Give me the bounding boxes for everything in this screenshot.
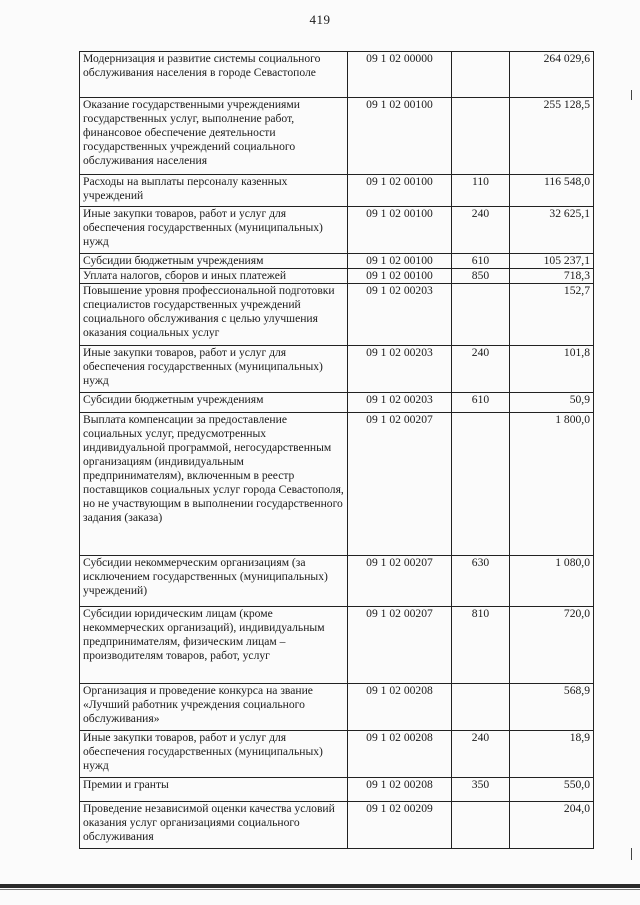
row-name: Субсидии некоммерческим организациям (за исключением государственных (муниципальных) учреждений) xyxy=(80,556,348,607)
scan-edge-line xyxy=(0,884,640,888)
row-code: 09 1 02 00100 xyxy=(348,207,452,254)
row-sum: 32 625,1 xyxy=(510,207,594,254)
row-expense-type: 810 xyxy=(452,607,510,684)
table-row xyxy=(80,207,594,254)
page-number: 419 xyxy=(309,12,331,27)
row-code: 09 1 02 00208 xyxy=(348,684,452,731)
row-sum: 50,9 xyxy=(510,393,594,413)
row-name: Иные закупки товаров, работ и услуг для обеспечения государственных (муниципальных) нужд xyxy=(80,207,348,254)
row-code: 09 1 02 00203 xyxy=(348,346,452,393)
row-expense-type: 240 xyxy=(452,731,510,778)
table-row xyxy=(80,684,594,731)
row-name: Иные закупки товаров, работ и услуг для обеспечения государственных (муниципальных) нужд xyxy=(80,346,348,393)
row-code: 09 1 02 00208 xyxy=(348,778,452,802)
table-row xyxy=(80,778,594,802)
row-sum: 1 800,0 xyxy=(510,413,594,556)
row-sum: 1 080,0 xyxy=(510,556,594,607)
row-sum: 255 128,5 xyxy=(510,98,594,175)
row-name: Выплата компенсации за предоставление социальных услуг, предусмотренных индивидуальной программой, негосударственным организациям (индивидуальным предпринимателям), включенным в реестр поставщиков социальных услуг города Севастополя, но не участвующим в выполнении государственного задания (заказа) xyxy=(80,413,348,556)
row-expense-type xyxy=(452,684,510,731)
row-name: Субсидии бюджетным учреждениям xyxy=(80,393,348,413)
row-code: 09 1 02 00207 xyxy=(348,607,452,684)
row-code: 09 1 02 00208 xyxy=(348,731,452,778)
row-code: 09 1 02 00203 xyxy=(348,284,452,346)
row-sum: 720,0 xyxy=(510,607,594,684)
row-expense-type xyxy=(452,98,510,175)
table-row xyxy=(80,175,594,207)
row-name: Расходы на выплаты персоналу казенных учреждений xyxy=(80,175,348,207)
row-expense-type xyxy=(452,802,510,849)
scan-margin-mark xyxy=(631,848,632,860)
row-expense-type: 610 xyxy=(452,254,510,269)
table-row xyxy=(80,802,594,849)
row-expense-type: 240 xyxy=(452,346,510,393)
row-name: Уплата налогов, сборов и иных платежей xyxy=(80,269,348,284)
row-expense-type: 610 xyxy=(452,393,510,413)
row-name: Оказание государственными учреждениями государственных услуг, выполнение работ, финансовое обеспечение деятельности государственных учреждений социального обслуживания населения xyxy=(80,98,348,175)
row-expense-type: 350 xyxy=(452,778,510,802)
row-name: Субсидии юридическим лицам (кроме некоммерческих организаций), индивидуальным предпринимателям, физическим лицам – производителям товаров, работ, услуг xyxy=(80,607,348,684)
row-sum: 550,0 xyxy=(510,778,594,802)
row-expense-type: 110 xyxy=(452,175,510,207)
row-expense-type xyxy=(452,52,510,98)
row-expense-type: 240 xyxy=(452,207,510,254)
row-name: Премии и гранты xyxy=(80,778,348,802)
row-code: 09 1 02 00100 xyxy=(348,254,452,269)
table-row xyxy=(80,556,594,607)
row-code: 09 1 02 00100 xyxy=(348,175,452,207)
row-name: Организация и проведение конкурса на звание «Лучший работник учреждения социального обслуживания» xyxy=(80,684,348,731)
table-row xyxy=(80,52,594,98)
table-row xyxy=(80,254,594,269)
row-code: 09 1 02 00207 xyxy=(348,556,452,607)
table-row xyxy=(80,346,594,393)
row-code: 09 1 02 00203 xyxy=(348,393,452,413)
row-name: Модернизация и развитие системы социального обслуживания населения в городе Севастополе xyxy=(80,52,348,98)
row-name: Проведение независимой оценки качества условий оказания услуг организациями социального обслуживания xyxy=(80,802,348,849)
row-expense-type xyxy=(452,413,510,556)
budget-table xyxy=(79,51,594,849)
row-name: Иные закупки товаров, работ и услуг для обеспечения государственных (муниципальных) нужд xyxy=(80,731,348,778)
table-row xyxy=(80,98,594,175)
row-sum: 18,9 xyxy=(510,731,594,778)
table-row xyxy=(80,393,594,413)
row-expense-type xyxy=(452,284,510,346)
table-row xyxy=(80,413,594,556)
table-row xyxy=(80,607,594,684)
scan-margin-mark xyxy=(631,90,632,100)
row-sum: 568,9 xyxy=(510,684,594,731)
table-row xyxy=(80,269,594,284)
table-row xyxy=(80,284,594,346)
row-code: 09 1 02 00100 xyxy=(348,98,452,175)
row-code: 09 1 02 00209 xyxy=(348,802,452,849)
row-sum: 101,8 xyxy=(510,346,594,393)
row-expense-type: 850 xyxy=(452,269,510,284)
row-sum: 264 029,6 xyxy=(510,52,594,98)
row-code: 09 1 02 00100 xyxy=(348,269,452,284)
row-sum: 718,3 xyxy=(510,269,594,284)
row-sum: 204,0 xyxy=(510,802,594,849)
scan-edge-line-thin xyxy=(0,889,640,890)
row-sum: 116 548,0 xyxy=(510,175,594,207)
row-name: Повышение уровня профессиональной подготовки специалистов государственных учреждений социального обслуживания с целью улучшения оказания социальных услуг xyxy=(80,284,348,346)
row-sum: 152,7 xyxy=(510,284,594,346)
row-sum: 105 237,1 xyxy=(510,254,594,269)
row-expense-type: 630 xyxy=(452,556,510,607)
row-name: Субсидии бюджетным учреждениям xyxy=(80,254,348,269)
table-row xyxy=(80,731,594,778)
row-code: 09 1 02 00000 xyxy=(348,52,452,98)
row-code: 09 1 02 00207 xyxy=(348,413,452,556)
